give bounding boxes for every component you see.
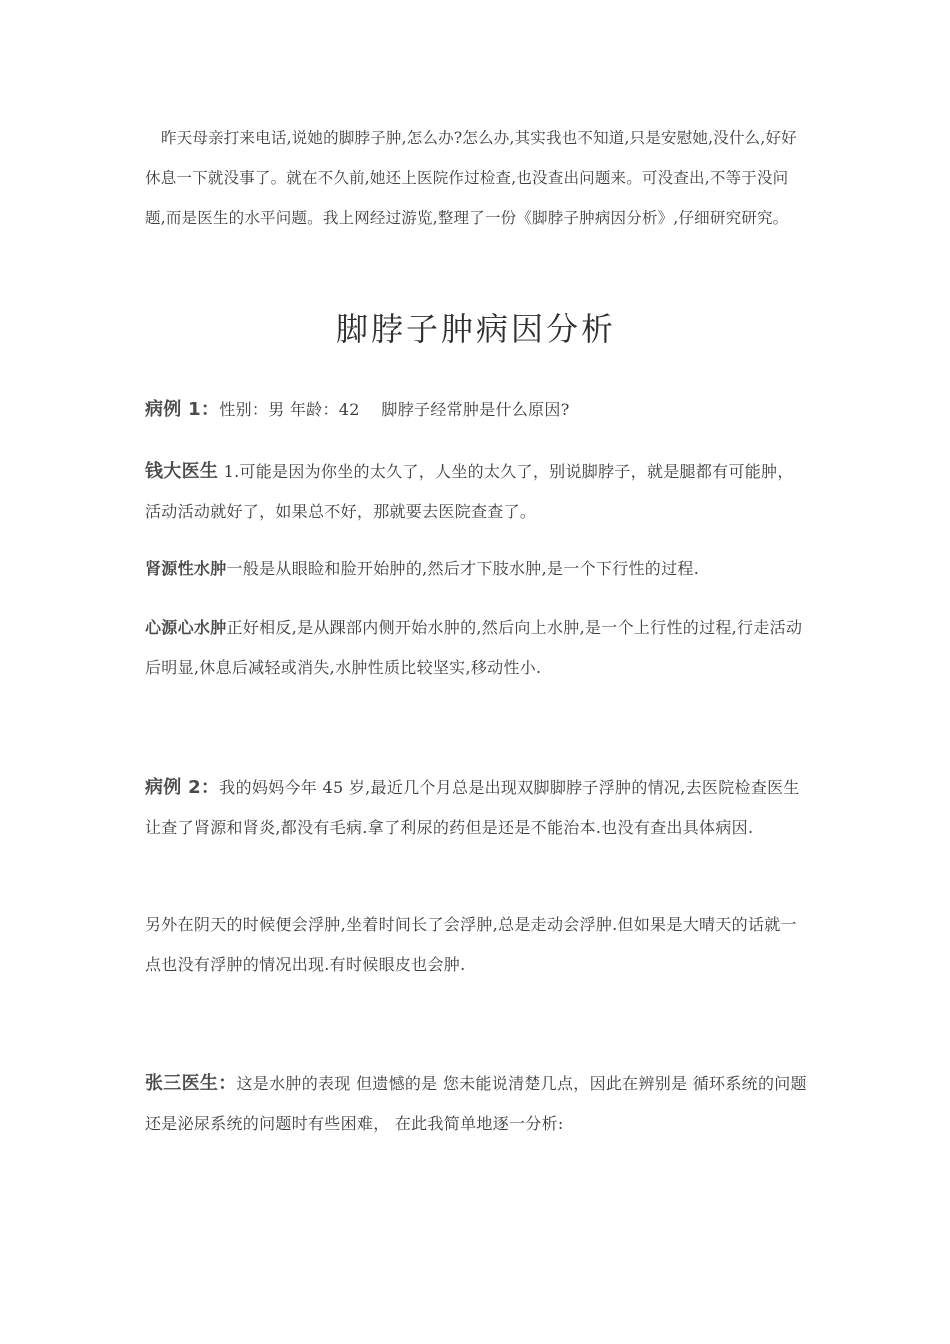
cardiac-edema-text: 正好相反,是从踝部内侧开始水肿的,然后向上水肿,是一个上行性的过程,行走活动后明显,休息后减轻或消失,水肿性质比较坚实,移动性小. — [145, 618, 803, 677]
intro-paragraph: 昨天母亲打来电话,说她的脚脖子肿,怎么办?怎么办,其实我也不知道,只是安慰她,没什么,好好休息一下就没事了。就在不久前,她还上医院作过检查,也没查出问题来。可没查出,不等于没问题,而是医生的水平问题。我上网经过游览,整理了一份《脚脖子肿病因分析》,仔细研究研究。 — [145, 129, 797, 227]
doctor-qian-paragraph — [145, 452, 807, 532]
renal-edema-text: 一般是从眼睑和脸开始肿的,然后才下肢水肿,是一个下行性的过程. — [226, 559, 700, 578]
case-2-more-paragraph: 另外在阴天的时候便会浮肿,坐着时间长了会浮肿,总是走动会浮肿.但如果是大晴天的话就一点也没有浮肿的情况出现.有时候眼皮也会肿. — [145, 915, 797, 974]
renal-edema-label: 肾源性水肿 — [145, 559, 227, 578]
document-title: 脚脖子肿病因分析 — [335, 310, 616, 348]
renal-edema-paragraph — [145, 549, 807, 589]
case-2-text: 我的妈妈今年 45 岁,最近几个月总是出现双脚脚脖子浮肿的情况,去医院检查医生让查了肾源和肾炎,都没有毛病.拿了利尿的药但是还是不能治本.也没有查出具体病因. — [145, 778, 800, 837]
doctor-zhang-paragraph — [145, 1064, 807, 1144]
doctor-qian-text: 1.可能是因为你坐的太久了，人坐的太久了，别说脚脖子，就是腿都有可能肿，活动活动就好了，如果总不好，那就要去医院查查了。 — [145, 462, 794, 521]
case-2-paragraph — [145, 768, 807, 848]
doctor-zhang-text: 这是水肿的表现 但遗憾的是 您未能说清楚几点，因此在辨别是 循环系统的问题还是泌尿系统的问题时有些困难， 在此我简单地逐一分析: — [145, 1074, 807, 1133]
doctor-qian-label: 钱大医生 — [145, 461, 219, 482]
case-2-label: 病例 2： — [145, 777, 220, 798]
case-1-label: 病例 1： — [145, 399, 220, 420]
cardiac-edema-label: 心源心水肿 — [145, 618, 227, 637]
case-1-paragraph — [145, 390, 807, 430]
case-1-text: 性别：男 年龄：42 脚脖子经常肿是什么原因? — [219, 400, 570, 419]
cardiac-edema-paragraph — [145, 608, 807, 688]
doctor-zhang-label: 张三医生： — [145, 1073, 237, 1094]
